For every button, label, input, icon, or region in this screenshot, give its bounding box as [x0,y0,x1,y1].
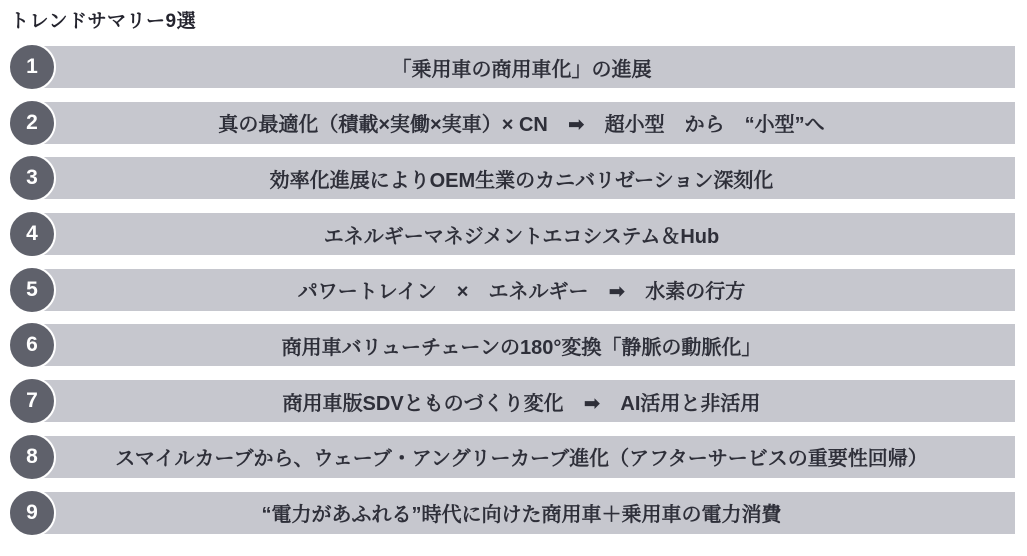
row-number-badge: 7 [8,377,56,425]
row-text: 真の最適化（積載×実働×実車）× CN ➡ 超小型 から “小型”へ [218,114,825,137]
row-number-badge: 5 [8,266,56,314]
row-text: スマイルカーブから、ウェーブ・アングリーカーブ進化（アフターサービスの重要性回帰） [115,448,928,471]
trend-row-9 [0,492,1027,534]
trend-row-list [0,46,1027,534]
trend-row-5 [0,269,1027,311]
row-bar [28,380,1015,422]
row-text: エネルギーマネジメントエコシステム＆Hub [323,225,720,248]
row-text: 「乗用車の商用車化」の進展 [391,58,652,81]
row-bar [28,269,1015,311]
trend-row-2 [0,102,1027,144]
row-number-badge: 3 [8,154,56,202]
trend-row-4 [0,213,1027,255]
trend-row-8 [0,436,1027,478]
row-bar [28,492,1015,534]
row-bar [28,102,1015,144]
row-number-badge: 9 [8,489,56,537]
row-number-badge: 8 [8,433,56,481]
row-text: 商用車バリューチェーンの180°変換「静脈の動脈化」 [281,336,762,359]
row-text: 商用車版SDVとものづくり変化 ➡ AI活用と非活用 [282,392,761,415]
trend-row-1 [0,46,1027,88]
row-bar [28,157,1015,199]
row-bar [28,213,1015,255]
page-title: トレンドサマリー9選 [10,11,197,32]
row-bar [28,46,1015,88]
trend-row-7 [0,380,1027,422]
row-text: “電力があふれる”時代に向けた商用車＋乗用車の電力消費 [261,504,782,526]
row-number-badge: 4 [8,210,56,258]
row-number-badge: 2 [8,99,56,147]
row-text: 効率化進展によりOEM生業のカニバリゼーション深刻化 [269,169,774,192]
row-text: パワートレイン × エネルギー ➡ 水素の行方 [297,281,746,304]
row-number-badge: 6 [8,321,56,369]
row-bar [28,324,1015,366]
trend-row-3 [0,157,1027,199]
row-bar [28,436,1015,478]
row-number-badge: 1 [8,43,56,91]
trend-row-6 [0,324,1027,366]
